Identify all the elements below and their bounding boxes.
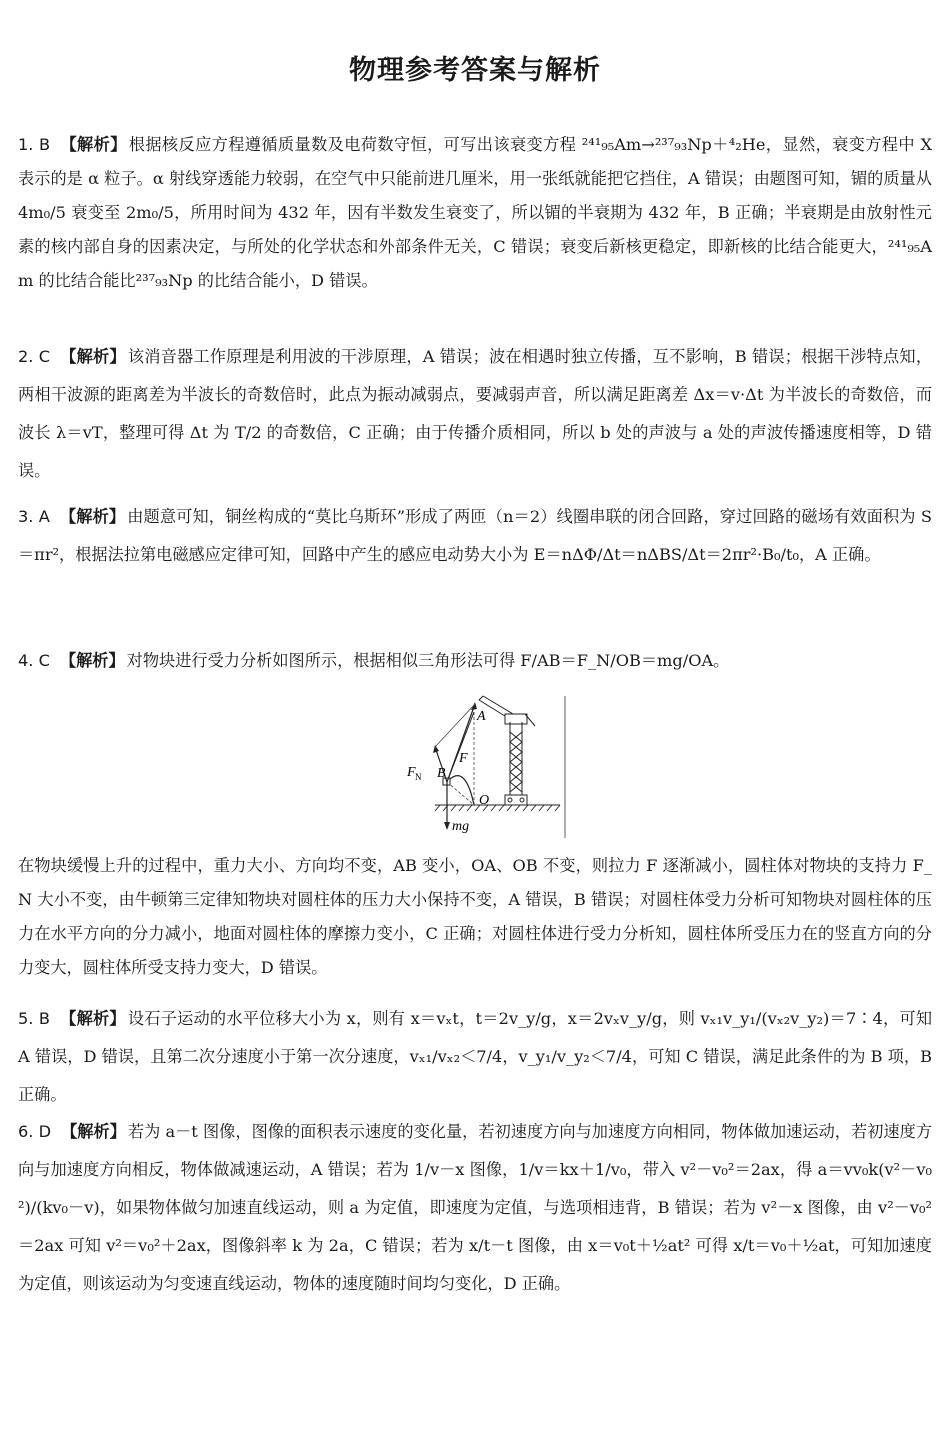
analysis-tag: 【解析】 (59, 651, 125, 670)
answer-3-text: 由题意可知，铜丝构成的“莫比乌斯环”形成了两匝（n＝2）线圈串联的闭合回路，穿过回路的磁场有效面积为 S＝πr²，根据法拉第电磁感应定律可知，回路中产生的感应电动势大小为 E＝nΔΦ/Δt＝nΔBS/Δt＝2πr²·B₀/t₀，A 正确。 (18, 507, 932, 564)
answer-6-number: 6. D (18, 1122, 52, 1141)
label-b: B (437, 766, 446, 781)
answer-4 (18, 644, 932, 678)
tension-arrow (447, 704, 475, 782)
answer-4-continued-text: 在物块缓慢上升的过程中，重力大小、方向均不变，AB 变小，OA、OB 不变，则拉力 F 逐渐减小，圆柱体对物块的支持力 F_N 大小不变，由牛顿第三定律知物块对圆柱体的压力大小保持不变，A 错误，B 错误；对圆柱体受力分析可知物块对圆柱体的压力在水平方向的分力减小，地面对圆柱体的摩擦力变小，C 正确；对圆柱体进行受力分析知，圆柱体所受压力在的竖直方向的分力变大，圆柱体所受支持力变大，D 错误。 (18, 856, 932, 977)
cylinder-arc (447, 776, 474, 805)
label-fn-sub: N (415, 772, 422, 782)
answer-1-number: 1. B (18, 135, 51, 154)
answer-6 (18, 1113, 932, 1303)
answer-5 (18, 1000, 932, 1114)
label-fn: F (407, 765, 416, 780)
answer-3 (18, 498, 932, 574)
answer-1-text: 根据核反应方程遵循质量数及电荷数守恒，可写出该衰变方程 ²⁴¹₉₅Am→²³⁷₉₃Np＋⁴₂He，显然，衰变方程中 X 表示的是 α 粒子。α 射线穿透能力较弱，在空气中只能前进几厘米，用一张纸就能把它挡住，A 错误；由题图可知，镅的质量从 4m₀/5 衰变至 2m₀/5，所用时间为 432 年，因有半数发生衰变了，所以镅的半衰期为 432 年，B 正确；半衰期是由放射性元素的核内部自身的因素决定，与所处的化学状态和外部条件无关，C 错误；衰变后新核更稳定，即新核的比结合能更大，²⁴¹₉₅Am 的比结合能比²³⁷₉₃Np 的比结合能小，D 错误。 (18, 135, 933, 290)
answer-2 (18, 338, 932, 490)
answer-4-number: 4. C (18, 651, 50, 670)
label-f: F (459, 751, 468, 766)
label-a: A (477, 709, 486, 724)
answer-4-continued (18, 849, 932, 985)
label-mg: mg (452, 819, 470, 834)
line-ob (447, 782, 474, 805)
page-title: 物理参考答案与解析 (349, 55, 601, 86)
analysis-tag: 【解析】 (59, 507, 126, 526)
answer-4-text: 对物块进行受力分析如图所示，根据相似三角形法可得 F/AB＝F_N/OB＝mg/OA。 (126, 651, 730, 670)
analysis-tag: 【解析】 (60, 135, 127, 154)
gravity-arrowhead (444, 822, 450, 830)
answer-5-text: 设石子运动的水平位移大小为 x，则有 x＝vₓt，t＝2v_y/g，x＝2vₓv_y/g，则 vₓ₁v_y₁/(vₓ₂v_y₂)＝7∶4，可知 A 错误，D 错误，且第二次分速度小于第一次分速度，vₓ₁/vₓ₂＜7/4，v_y₁/v_y₂＜7/4，可知 C 错误，满足此条件的为 B 项，B 正确。 (18, 1009, 933, 1104)
crane (479, 696, 535, 805)
answer-6-text: 若为 a－t 图像，图像的面积表示速度的变化量，若初速度方向与加速度方向相同，物体做加速运动，若初速度方向与加速度方向相反，物体做减速运动，A 错误；若为 1/v－x 图像，1/v＝kx＋1/v₀，带入 v²－v₀²＝2ax，得 a＝vv₀k(v²－v₀²)/(kv₀－v)，如果物体做匀加速直线运动，则 a 为定值，即速度为定值，与选项相违背，B 错误；若为 v²－x 图像，由 v²－v₀²＝2ax 可知 v²＝v₀²＋2ax，图像斜率 k 为 2a，C 错误；若为 x/t－t 图像，由 x＝v₀t＋½at² 可得 x/t＝v₀＋½at，可知加速度为定值，则该运动为匀变速直线运动，物体的速度随时间均匀变化，D 正确。 (18, 1122, 933, 1293)
answer-1 (18, 128, 932, 298)
analysis-tag: 【解析】 (59, 1009, 126, 1028)
ground-hatch (435, 805, 560, 811)
answer-2-number: 2. C (18, 347, 51, 366)
answer-3-number: 3. A (18, 507, 50, 526)
answer-5-number: 5. B (18, 1009, 50, 1028)
analysis-tag: 【解析】 (61, 1122, 126, 1141)
analysis-tag: 【解析】 (60, 347, 126, 366)
answer-2-text: 该消音器工作原理是利用波的干涉原理，A 错误；波在相遇时独立传播，互不影响，B 错误；根据干涉特点知，两相干波源的距离差为半波长的奇数倍时，此点为振动减弱点，要减弱声音，所以满足距离差 Δx＝v·Δt 为半波长的奇数倍，而波长 λ＝vT，整理可得 Δt 为 T/2 的奇数倍，C 正确；由于传播介质相同，所以 b 处的声波与 a 处的声波传播速度相等，D 错误。 (18, 347, 933, 480)
force-diagram (395, 692, 580, 842)
label-o: O (479, 793, 490, 808)
